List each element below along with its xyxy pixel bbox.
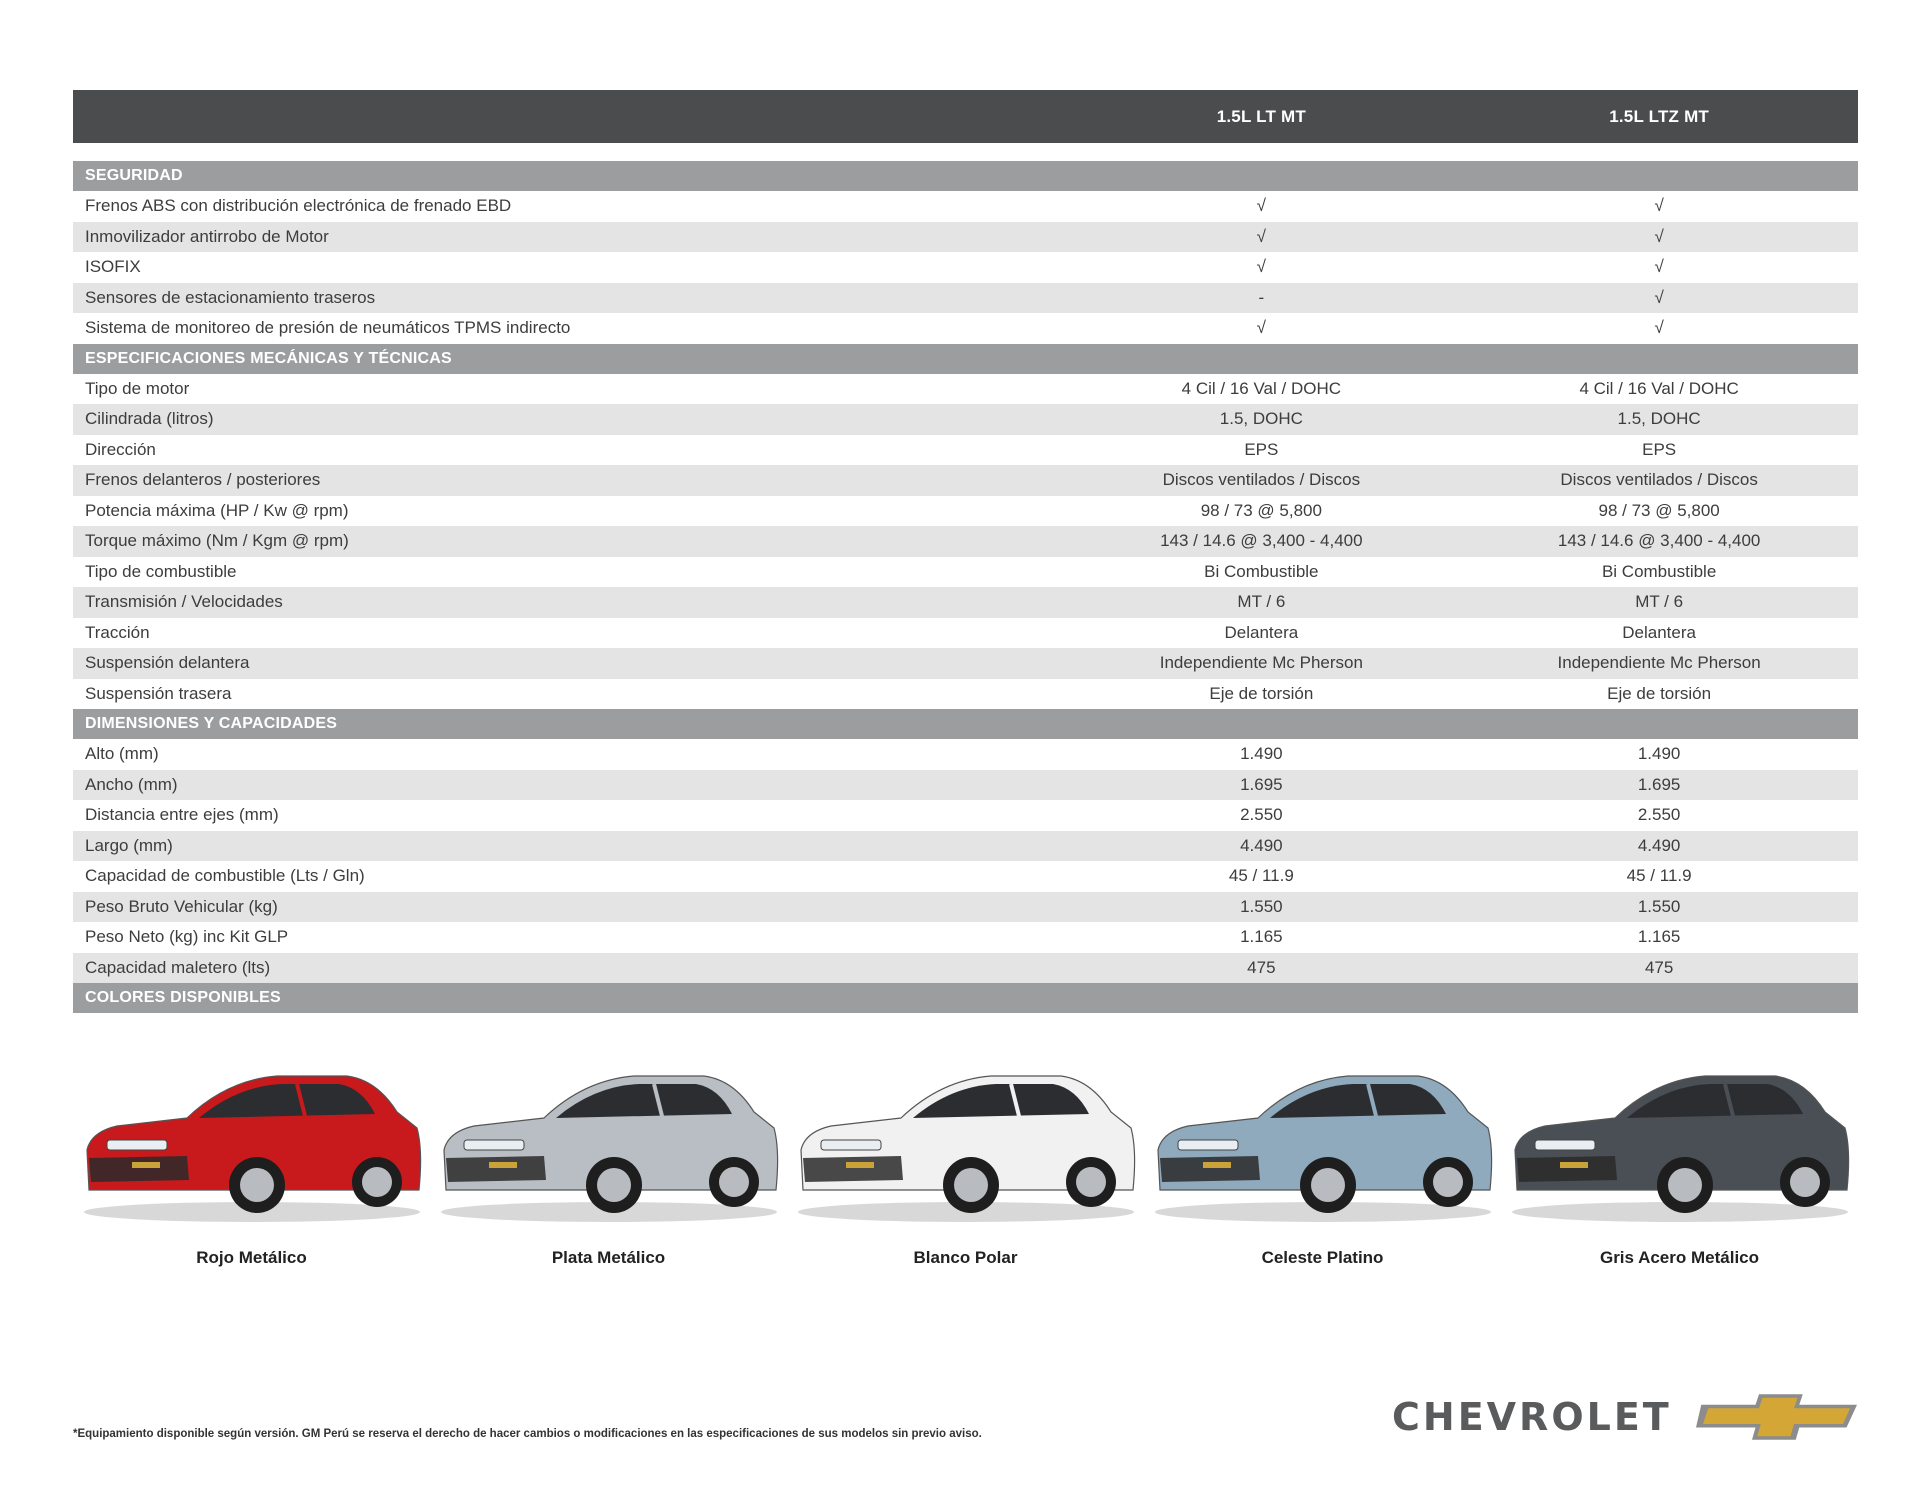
spec-value-lt: 2.550 — [1240, 805, 1283, 825]
spec-row — [73, 374, 1858, 405]
version-header-bar — [73, 90, 1858, 143]
spec-value-lt: 143 / 14.6 @ 3,400 - 4,400 — [1160, 531, 1363, 551]
color-option — [430, 1040, 787, 1280]
brand-wordmark: CHEVROLET — [1392, 1395, 1672, 1439]
spec-value-ltz: Delantera — [1622, 622, 1696, 642]
spec-value-ltz: 1.490 — [1637, 744, 1681, 764]
section-header: SEGURIDAD — [73, 161, 1858, 191]
spec-value-ltz: 143 / 14.6 @ 3,400 - 4,400 — [1557, 531, 1761, 551]
spec-label: Largo (mm) — [85, 835, 173, 855]
spec-label: Inmovilizador antirrobo de Motor — [85, 226, 329, 246]
spec-label: Sensores de estacionamiento traseros — [85, 287, 376, 307]
spec-label: Suspensión delantera — [85, 653, 250, 673]
spec-value-lt: 45 / 11.9 — [1228, 866, 1294, 886]
spec-label: Ancho (mm) — [85, 774, 178, 794]
spec-label: Tracción — [85, 622, 150, 642]
spec-value-lt: Bi Combustible — [1204, 561, 1319, 581]
spec-value-lt: Independiente Mc Pherson — [1159, 653, 1363, 673]
spec-value-lt: 475 — [1247, 957, 1276, 977]
spec-row — [73, 739, 1858, 770]
spec-row — [73, 648, 1858, 679]
spec-value-ltz: √ — [1654, 196, 1664, 216]
car-image — [791, 1040, 1141, 1230]
color-option — [73, 1040, 430, 1280]
spec-value-ltz: 98 / 73 @ 5,800 — [1598, 500, 1720, 520]
spec-row — [73, 861, 1858, 892]
spec-row — [73, 465, 1858, 496]
spec-row — [73, 922, 1858, 953]
spec-label: Peso Bruto Vehicular (kg) — [85, 896, 278, 916]
spec-row — [73, 587, 1858, 618]
spec-label: Tipo de motor — [85, 378, 190, 398]
spec-sections — [73, 161, 1858, 1013]
version-lt-header: 1.5L LT MT — [1216, 106, 1306, 126]
spec-value-lt: 1.550 — [1240, 896, 1283, 916]
spec-row — [73, 435, 1858, 466]
chevrolet-bowtie-logo — [1696, 1389, 1862, 1445]
spec-row — [73, 892, 1858, 923]
spec-row — [73, 313, 1858, 344]
car-image — [1148, 1040, 1498, 1230]
spec-value-ltz: 2.550 — [1637, 805, 1681, 825]
spec-table — [73, 90, 1858, 1013]
spec-row — [73, 618, 1858, 649]
spec-label: Dirección — [85, 439, 156, 459]
spec-value-ltz: √ — [1654, 318, 1664, 338]
spec-label: Transmisión / Velocidades — [85, 592, 283, 612]
spec-row — [73, 953, 1858, 984]
spec-value-ltz: EPS — [1642, 439, 1677, 459]
color-name: Rojo Metálico — [196, 1248, 307, 1267]
spec-row — [73, 557, 1858, 588]
spec-value-ltz: √ — [1654, 257, 1664, 277]
spec-row — [73, 496, 1858, 527]
spec-value-ltz: 1.5, DOHC — [1617, 409, 1701, 429]
spec-label: Suspensión trasera — [85, 683, 232, 703]
spec-label: Cilindrada (litros) — [85, 409, 214, 429]
spec-value-ltz: 45 / 11.9 — [1626, 866, 1692, 886]
version-ltz-header: 1.5L LTZ MT — [1609, 106, 1710, 126]
spec-row — [73, 800, 1858, 831]
car-image — [77, 1040, 427, 1230]
spec-value-lt: 1.695 — [1240, 774, 1283, 794]
chevrolet-brand — [1392, 1388, 1862, 1446]
spec-value-lt: 1.5, DOHC — [1219, 409, 1303, 429]
spec-row — [73, 252, 1858, 283]
spec-row — [73, 191, 1858, 222]
spec-value-ltz: Discos ventilados / Discos — [1560, 470, 1758, 490]
color-option — [1144, 1040, 1501, 1280]
spec-value-lt: - — [1258, 287, 1265, 307]
spec-row — [73, 770, 1858, 801]
section-header: DIMENSIONES Y CAPACIDADES — [73, 709, 1858, 739]
spec-value-lt: √ — [1256, 196, 1267, 216]
spec-value-lt: Discos ventilados / Discos — [1162, 470, 1361, 490]
spec-label: Capacidad de combustible (Lts / Gln) — [85, 866, 365, 886]
spec-value-ltz: 1.695 — [1637, 774, 1681, 794]
spec-value-lt: 4 Cil / 16 Val / DOHC — [1181, 378, 1342, 398]
spec-value-lt: √ — [1256, 257, 1267, 277]
spec-label: Frenos delanteros / posteriores — [85, 470, 321, 490]
spec-row — [73, 679, 1858, 710]
spec-value-lt: 1.490 — [1240, 744, 1283, 764]
spec-label: Sistema de monitoreo de presión de neumáticos TPMS indirecto — [85, 318, 571, 338]
spec-value-lt: 98 / 73 @ 5,800 — [1200, 500, 1322, 520]
footnote: *Equipamiento disponible según versión. GM Perú se reserva el derecho de hacer cambios o modificaciones en las especificaciones de sus modelos sin previo aviso. — [73, 1428, 982, 1440]
spec-label: Tipo de combustible — [85, 561, 237, 581]
color-name: Celeste Platino — [1261, 1248, 1384, 1267]
spec-value-ltz: Eje de torsión — [1607, 683, 1712, 703]
spec-value-lt: MT / 6 — [1237, 592, 1286, 612]
spec-value-ltz: 475 — [1644, 957, 1674, 977]
spec-value-lt: 1.165 — [1240, 927, 1283, 947]
spec-value-lt: Delantera — [1224, 622, 1299, 642]
spec-label: ISOFIX — [85, 257, 141, 277]
spec-row — [73, 831, 1858, 862]
spec-label: Capacidad maletero (lts) — [85, 957, 271, 977]
car-image — [434, 1040, 784, 1230]
spec-label: Torque máximo (Nm / Kgm @ rpm) — [85, 531, 349, 551]
spec-label: Alto (mm) — [85, 744, 159, 764]
spec-row — [73, 222, 1858, 253]
color-option — [1501, 1040, 1858, 1280]
spec-value-ltz: 1.550 — [1637, 896, 1681, 916]
color-name: Plata Metálico — [551, 1248, 666, 1267]
spec-row — [73, 526, 1858, 557]
spec-label: Distancia entre ejes (mm) — [85, 805, 279, 825]
spec-label: Potencia máxima (HP / Kw @ rpm) — [85, 500, 349, 520]
spec-value-ltz: 4 Cil / 16 Val / DOHC — [1579, 378, 1739, 398]
spec-value-ltz: 1.165 — [1637, 927, 1681, 947]
spec-value-lt: √ — [1256, 226, 1267, 246]
spec-row — [73, 404, 1858, 435]
spec-value-lt: EPS — [1244, 439, 1279, 459]
color-name: Gris Acero Metálico — [1599, 1248, 1760, 1267]
color-option — [787, 1040, 1144, 1280]
available-colors — [73, 1040, 1858, 1280]
car-image — [1505, 1040, 1855, 1230]
spec-label: Peso Neto (kg) inc Kit GLP — [85, 927, 289, 947]
section-header: ESPECIFICACIONES MECÁNICAS Y TÉCNICAS — [73, 344, 1858, 374]
spec-value-ltz: √ — [1654, 226, 1664, 246]
spec-value-ltz: 4.490 — [1637, 835, 1681, 855]
spec-value-lt: 4.490 — [1240, 835, 1283, 855]
spec-value-ltz: MT / 6 — [1635, 592, 1684, 612]
spec-value-ltz: Bi Combustible — [1601, 561, 1717, 581]
section-header: COLORES DISPONIBLES — [73, 983, 1858, 1013]
spec-value-lt: Eje de torsión — [1209, 683, 1314, 703]
spec-value-ltz: √ — [1654, 287, 1664, 307]
spec-row — [73, 283, 1858, 314]
color-name: Blanco Polar — [913, 1248, 1018, 1267]
spec-label: Frenos ABS con distribución electrónica de frenado EBD — [85, 196, 512, 216]
spec-value-ltz: Independiente Mc Pherson — [1557, 653, 1761, 673]
spec-value-lt: √ — [1256, 318, 1267, 338]
